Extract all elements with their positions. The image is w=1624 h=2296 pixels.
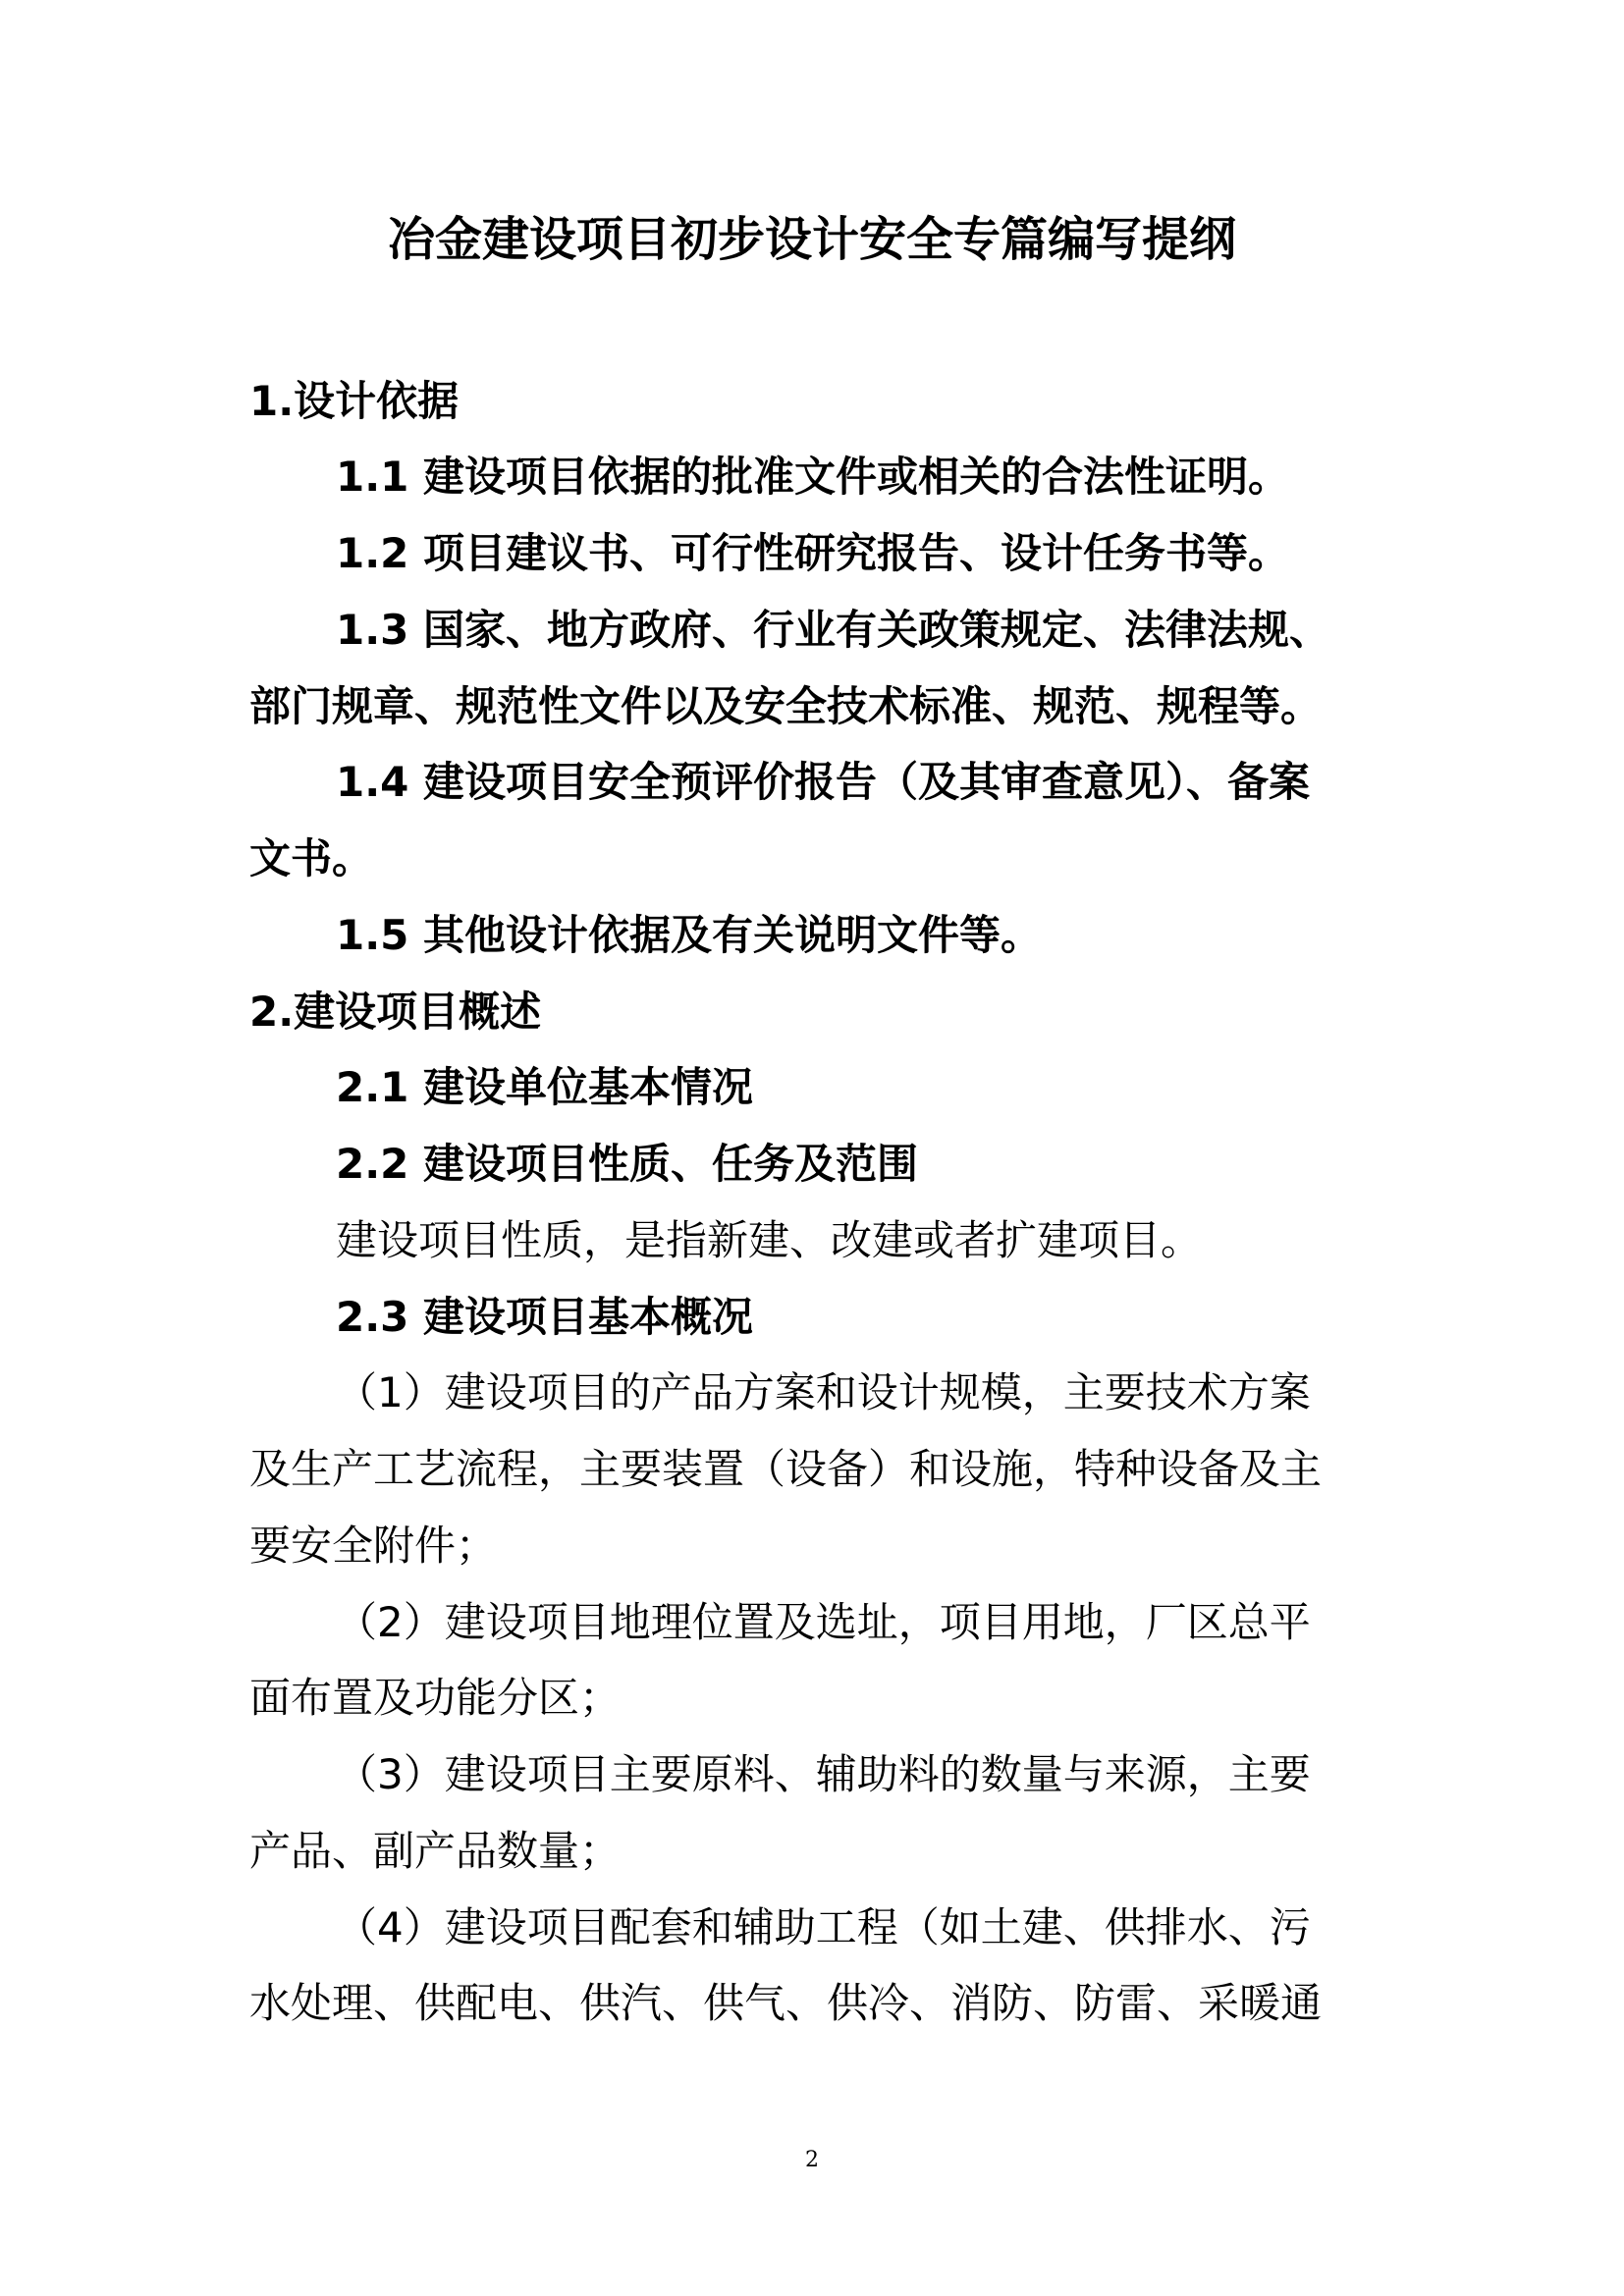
- paragraph-line: （3）建设项目主要原料、辅助料的数量与来源，主要: [336, 1750, 1311, 1798]
- subsection-heading: 2.2 建设项目性质、任务及范围: [336, 1140, 919, 1188]
- subsection-heading: 2.1 建设单位基本情况: [336, 1063, 754, 1111]
- paragraph-line: （2）建设项目地理位置及选址，项目用地，厂区总平: [336, 1598, 1311, 1646]
- paragraph-line: 1.2 项目建议书、可行性研究报告、设计任务书等。: [336, 529, 1290, 577]
- paragraph-line: 1.4 建设项目安全预评价报告（及其审查意见）、备案: [336, 758, 1311, 806]
- paragraph-line: 部门规章、规范性文件以及安全技术标准、规范、规程等。: [249, 682, 1323, 730]
- paragraph-line: 文书。: [249, 834, 374, 882]
- paragraph-line: （4）建设项目配套和辅助工程（如土建、供排水、污: [336, 1903, 1311, 1951]
- paragraph-line: 建设项目性质，是指新建、改建或者扩建项目。: [336, 1216, 1203, 1264]
- section-heading-2: 2.建设项目概述: [249, 988, 542, 1036]
- paragraph-line: 要安全附件；: [249, 1522, 498, 1570]
- page-number: 2: [805, 2148, 819, 2172]
- document-title: 冶金建设项目初步设计安全专篇编写提纲: [387, 212, 1236, 267]
- paragraph-line: 产品、副产品数量；: [249, 1827, 622, 1875]
- paragraph-line: 面布置及功能分区；: [249, 1674, 622, 1722]
- section-heading-1: 1.设计依据: [249, 377, 460, 425]
- paragraph-line: 1.3 国家、地方政府、行业有关政策规定、法律法规、: [336, 606, 1331, 654]
- subsection-heading: 2.3 建设项目基本概况: [336, 1293, 754, 1341]
- paragraph-line: （1）建设项目的产品方案和设计规模，主要技术方案: [336, 1368, 1311, 1416]
- paragraph-line: 及生产工艺流程，主要装置（设备）和设施，特种设备及主: [249, 1445, 1323, 1493]
- paragraph-line: 1.1 建设项目依据的批准文件或相关的合法性证明。: [336, 453, 1290, 501]
- paragraph-line: 1.5 其他设计依据及有关说明文件等。: [336, 911, 1043, 959]
- paragraph-line: 水处理、供配电、供汽、供气、供冷、消防、防雷、采暖通: [249, 1979, 1323, 2027]
